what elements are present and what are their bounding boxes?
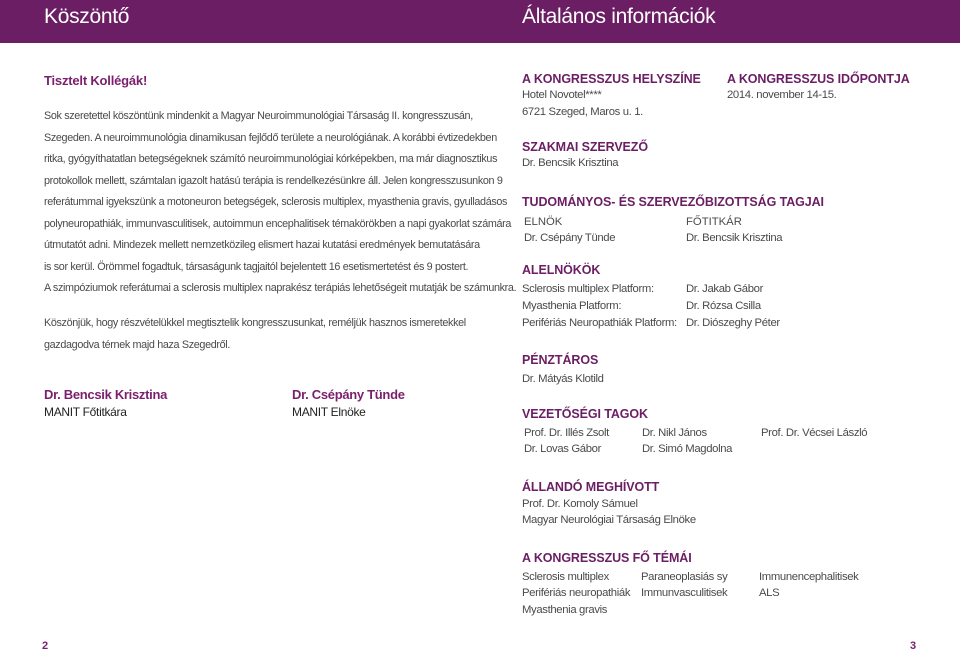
topic-item: Myasthenia gravis	[522, 604, 608, 616]
venue-heading: A KONGRESSZUS HELYSZÍNE	[522, 72, 701, 86]
topic-item: ALS	[759, 587, 780, 599]
platform-label: Sclerosis multiplex Platform:	[522, 283, 654, 295]
signature-name: Dr. Csépány Tünde	[292, 387, 405, 402]
thanks-paragraph	[44, 313, 466, 356]
president-name: Dr. Csépány Tünde	[524, 232, 616, 244]
signature-role: MANIT Főtitkára	[44, 405, 127, 419]
board-heading: VEZETŐSÉGI TAGOK	[522, 407, 648, 421]
board-member: Prof. Dr. Vécsei László	[761, 427, 868, 439]
signature-name: Dr. Bencsik Krisztina	[44, 387, 168, 402]
welcome-paragraph	[44, 106, 517, 300]
board-member: Dr. Nikl János	[642, 427, 707, 439]
topic-item: Perifériás neuropathiák	[522, 587, 631, 599]
paragraph-line: referátummal igyekszünk a motoneuron betegségek, sclerosis multiplex, myasthenia gravis, gyulladásos	[44, 196, 508, 208]
paragraph-line: Sok szeretettel köszöntünk mindenkit a Magyar Neuroimmunológiai Társaság II. kongresszusán,	[44, 110, 473, 122]
date-value: 2014. november 14-15.	[727, 89, 837, 101]
paragraph-line: polyneuropathiák, immunvasculitisek, autoimmun encephalitisek témakörökben a napi gyakorlat számára	[44, 217, 512, 230]
paragraph-line: gazdagodva térnek majd haza Szegedről.	[44, 338, 230, 351]
committee-heading: TUDOMÁNYOS- ÉS SZERVEZŐBIZOTTSÁG TAGJAI	[522, 195, 824, 209]
topic-item: Paraneoplasiás sy	[641, 571, 728, 583]
venue-line: Hotel Novotel****	[522, 89, 602, 101]
treasurer-heading: PÉNZTÁROS	[522, 353, 599, 367]
paragraph-line: ritka, gyógyíthatatlan betegségeknek számító neuroimmunológiai kórképekben, ma már diagnosztikus	[44, 153, 498, 165]
secretary-label: FŐTITKÁR	[686, 216, 742, 228]
greeting-heading: Tisztelt Kollégák!	[44, 73, 148, 88]
header-bar	[0, 0, 960, 43]
permanent-guest-line: Magyar Neurológiai Társaság Elnöke	[522, 514, 696, 526]
topic-item: Immunvasculitisek	[641, 587, 728, 599]
secretary-name: Dr. Bencsik Krisztina	[686, 232, 783, 244]
vice-presidents-heading: ALELNÖKÖK	[522, 263, 601, 277]
board-member: Prof. Dr. Illés Zsolt	[524, 427, 609, 439]
topic-item: Sclerosis multiplex	[522, 571, 609, 583]
permanent-guest-heading: ÁLLANDÓ MEGHÍVOTT	[522, 480, 660, 494]
paragraph-line: Köszönjük, hogy részvételükkel megtisztelik kongresszusunkat, reméljük hasznos ismeretekkel	[44, 317, 466, 329]
treasurer-name: Dr. Mátyás Klotild	[522, 373, 604, 385]
page-title-left: Köszöntő	[44, 5, 130, 28]
paragraph-line: Szegeden. A neuroimmunológia dinamikusan fejlődő területe a neurológiának. A korábbi évtizedekben	[44, 131, 497, 144]
permanent-guest-line: Prof. Dr. Komoly Sámuel	[522, 498, 638, 510]
topic-item: Immunencephalitisek	[759, 571, 859, 583]
organizer-value: Dr. Bencsik Krisztina	[522, 157, 619, 169]
platform-person: Dr. Diószeghy Péter	[686, 317, 780, 329]
date-heading: A KONGRESSZUS IDŐPONTJA	[727, 72, 910, 86]
venue-line: 6721 Szeged, Maros u. 1.	[522, 106, 643, 118]
page-number-left: 2	[42, 640, 49, 652]
paragraph-line: A szimpóziumok referátumai a sclerosis multiplex naprakész terápiás lehetőségeit mutatják be számunkra.	[44, 282, 517, 294]
board-member: Dr. Lovas Gábor	[524, 443, 602, 455]
paragraph-line: is sor kerül. Örömmel fogadtuk, társaságunk tagjaitól bejelentett 16 esetismertetést és 9 postert.	[44, 260, 469, 273]
paragraph-line: útmutatót adni. Mindezek mellett nemzetközileg elismert hazai kutatási eredmények bemutatására	[44, 239, 480, 251]
president-label: ELNÖK	[524, 216, 563, 228]
page-number-right: 3	[910, 640, 917, 652]
platform-person: Dr. Rózsa Csilla	[686, 300, 761, 312]
platform-label: Perifériás Neuropathiák Platform:	[522, 317, 677, 329]
board-member: Dr. Simó Magdolna	[642, 443, 733, 455]
platform-label: Myasthenia Platform:	[522, 300, 622, 312]
organizer-heading: SZAKMAI SZERVEZŐ	[522, 140, 648, 154]
page-title-right: Általános információk	[522, 5, 716, 28]
platform-person: Dr. Jakab Gábor	[686, 283, 764, 295]
topics-heading: A KONGRESSZUS FŐ TÉMÁI	[522, 551, 692, 565]
paragraph-line: protokollok mellett, számtalan igazolt hatású terápia is rendelkezésünkre áll. Jelen kongresszusunkon 9	[44, 174, 503, 187]
signature-role: MANIT Elnöke	[292, 405, 366, 419]
